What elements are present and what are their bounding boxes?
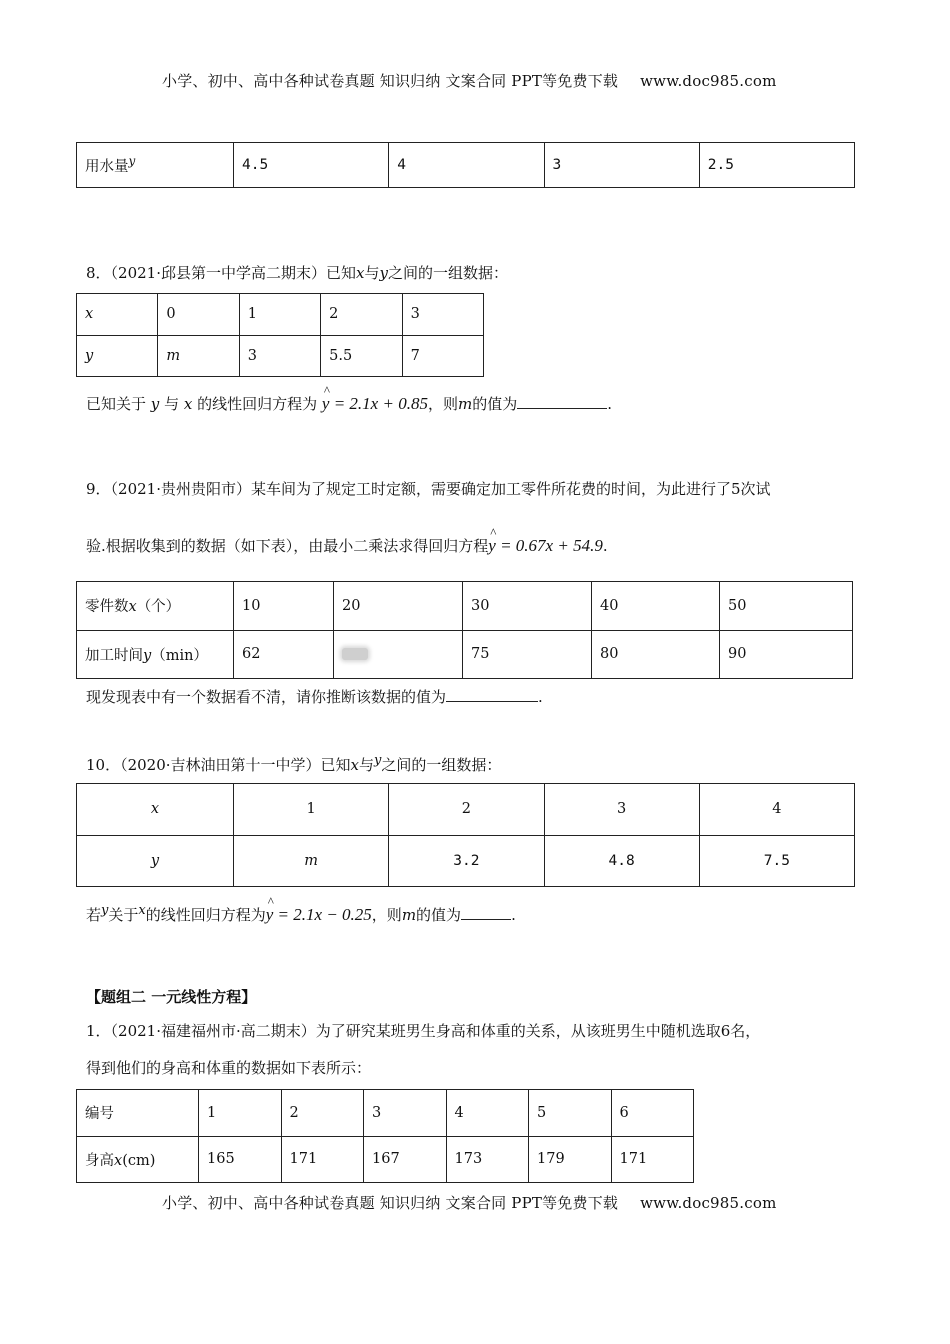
q9-answer-line: 现发现表中有一个数据看不清，请你推断该数据的值为 . (86, 688, 543, 706)
section-title: 【题组二 一元线性方程】 (86, 988, 257, 1006)
table-cell: 62 (234, 630, 334, 679)
table-cell: 3.2 (389, 835, 544, 887)
q8-regression-equation: ^ y = 2.1x + 0.85 (321, 383, 428, 413)
table-cell: 167 (364, 1136, 447, 1183)
table-row (77, 294, 484, 336)
table-cell: 2 (281, 1090, 364, 1137)
table-cell: 171 (281, 1136, 364, 1183)
page-footer (162, 1192, 777, 1213)
table-cell: 加工时间y（min） (77, 630, 234, 679)
table-cell: 2.5 (699, 143, 854, 188)
table-row (77, 835, 855, 887)
table-cell: 165 (199, 1136, 282, 1183)
q8-answer-line: 已知关于 y 与 x 的线性回归方程为 ^ y = 2.1x + 0.85，则m的值为 . (86, 383, 612, 413)
table-cell: 2 (389, 784, 544, 836)
table-cell: 10 (234, 582, 334, 631)
q10-table (76, 783, 855, 887)
table-cell: 3 (544, 784, 699, 836)
table-cell: m (234, 835, 389, 887)
q8-table (76, 293, 484, 377)
table-cell: 3 (544, 143, 699, 188)
water-usage-table (76, 142, 855, 188)
table-cell: 0 (158, 294, 239, 336)
table-cell: 5.5 (321, 335, 402, 377)
q8-stem: 8．（2021·邱县第一中学高二期末）已知x与y之间的一组数据： (86, 264, 508, 282)
g2-q1-line1: 1．（2021·福建福州市·高二期末）为了研究某班男生身高和体重的关系，从该班男生中随机选取6名， (86, 1022, 761, 1040)
table-cell: 6 (611, 1090, 694, 1137)
table-cell: 75 (463, 630, 592, 679)
table-cell: 4 (699, 784, 854, 836)
table-row (77, 1090, 694, 1137)
table-cell: 3 (402, 294, 483, 336)
footer-url[interactable]: www.doc985.com (640, 1194, 777, 1212)
q9-table (76, 581, 853, 679)
g2-q1-table (76, 1089, 694, 1183)
table-cell: 7.5 (699, 835, 854, 887)
page-header (162, 70, 777, 91)
table-cell: 4.8 (544, 835, 699, 887)
table-row (77, 582, 853, 631)
table-cell: 用水量$^y$ (77, 143, 234, 188)
table-cell: 7 (402, 335, 483, 377)
table-cell: 5 (529, 1090, 612, 1137)
answer-blank[interactable] (461, 905, 511, 920)
table-cell: 50 (720, 582, 853, 631)
q9-stem-line1: 9．（2021·贵州贵阳市）某车间为了规定工时定额，需要确定加工零件所花费的时间，为此进行了5次试 (86, 480, 771, 498)
table-cell: y (77, 335, 158, 377)
table-cell: 3 (364, 1090, 447, 1137)
table-cell: 20 (334, 582, 463, 631)
table-cell: 2 (321, 294, 402, 336)
table-cell: 4 (446, 1090, 529, 1137)
table-row (77, 143, 855, 188)
table-cell: 90 (720, 630, 853, 679)
table-cell: 零件数x（个） (77, 582, 234, 631)
table-cell: x (77, 784, 234, 836)
table-row (77, 630, 853, 679)
g2-q1-line2: 得到他们的身高和体重的数据如下表所示： (86, 1059, 372, 1077)
table-cell: 171 (611, 1136, 694, 1183)
answer-blank[interactable] (517, 394, 607, 409)
q10-answer-line: 若$^y$关于$^x$的线性回归方程为 ^ y = 2.1x − 0.25，则m的值为 . (86, 894, 516, 924)
table-cell: 1 (239, 294, 320, 336)
table-row (77, 335, 484, 377)
table-cell: 1 (199, 1090, 282, 1137)
table-cell: 3 (239, 335, 320, 377)
blurred-value (342, 648, 368, 660)
q10-stem: 10．（2020·吉林油田第十一中学）已知x与$^y$之间的一组数据： (86, 753, 502, 774)
q9-stem-line2: 验.根据收集到的数据（如下表），由最小二乘法求得回归方程 ^ y = 0.67x + 54.9. (86, 525, 608, 555)
q9-regression-equation: ^ y = 0.67x + 54.9 (488, 525, 603, 555)
header-url[interactable]: www.doc985.com (640, 72, 777, 90)
table-cell: 1 (234, 784, 389, 836)
table-cell: 4.5 (234, 143, 389, 188)
q10-regression-equation: ^ y = 2.1x − 0.25 (265, 894, 372, 924)
table-cell: y (77, 835, 234, 887)
table-cell: 40 (592, 582, 720, 631)
table-cell: 179 (529, 1136, 612, 1183)
table-cell: 4 (389, 143, 544, 188)
table-cell: 30 (463, 582, 592, 631)
table-cell: 身高x(cm) (77, 1136, 199, 1183)
table-cell (334, 630, 463, 679)
answer-blank[interactable] (446, 687, 538, 702)
table-cell: m (158, 335, 239, 377)
table-row (77, 1136, 694, 1183)
footer-text: 小学、初中、高中各种试卷真题 知识归纳 文案合同 PPT等免费下载 (162, 1194, 619, 1212)
table-cell: 80 (592, 630, 720, 679)
table-cell: 编号 (77, 1090, 199, 1137)
table-cell: x (77, 294, 158, 336)
table-row (77, 784, 855, 836)
header-text: 小学、初中、高中各种试卷真题 知识归纳 文案合同 PPT等免费下载 (162, 72, 619, 90)
table-cell: 173 (446, 1136, 529, 1183)
